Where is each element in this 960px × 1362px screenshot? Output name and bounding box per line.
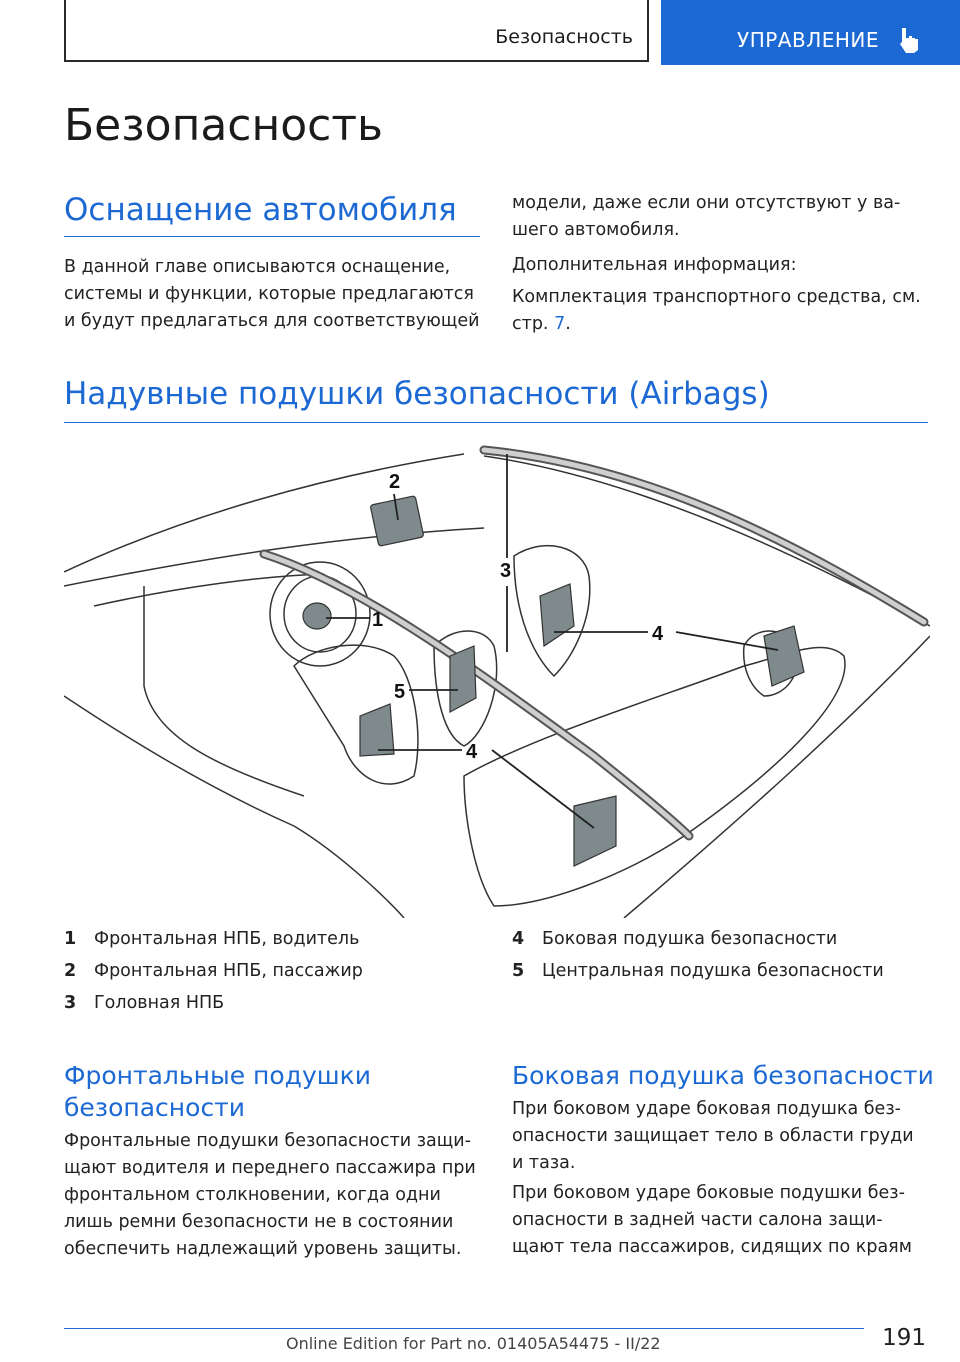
legend-text: Центральная подушка безопасности [542,961,884,981]
legend-text: Боковая подушка безопасности [542,929,838,949]
callout-line-4-upper-right [676,632,778,650]
text-line: и будут предлагаться для соответствующей [64,311,480,331]
legend-number: 4 [512,929,525,949]
airbag-center [450,646,476,712]
side-paragraph-2 [512,1180,952,1261]
airbags-illustration [64,436,930,918]
text-line: шего автомобиля. [512,220,680,240]
text-line: щают водителя и переднего пассажира при [64,1158,476,1178]
legend-item-1 [64,926,359,952]
chapter-tab[interactable] [661,0,960,65]
section-tab [64,0,649,62]
legend-item-5 [512,958,884,984]
pointing-hand-icon [897,26,921,54]
callout-line-4-lower-rear [492,750,594,828]
callout-label-4-upper: 4 [652,623,664,645]
door-sill-line [64,696,404,918]
frontal-paragraph [64,1128,504,1263]
footer-rule [64,1328,864,1329]
airbag-passenger-frontal [370,496,424,547]
text-line: В данной главе описываются оснащение, [64,257,451,277]
callout-label-2: 2 [389,471,401,493]
airbag-driver-frontal [303,603,331,629]
airbags-heading: Надувные подушки безопасности (Airbags) [64,376,770,412]
head-airbag-curtain-front [264,554,689,836]
text-line: обеспечить надлежащий уровень защиты. [64,1239,462,1259]
additional-info-label: Дополнительная информация: [512,255,797,275]
callout-label-5: 5 [394,681,406,703]
legend-number: 3 [64,993,77,1013]
legend-number: 2 [64,961,77,981]
airbags-heading-rule [64,422,928,423]
door-line [144,586,304,796]
edition-note: Online Edition for Part no. 01405A54475 - II/22 [286,1334,661,1353]
text-line: При боковом ударе боковая подушка без- [512,1099,901,1119]
text-line: и таза. [512,1153,576,1173]
text-line: Фронтальные подушки безопасности защи- [64,1131,471,1151]
text-line: системы и функции, которые предлагаются [64,284,474,304]
page-title: Безопасность [64,100,383,151]
dash-line [94,574,324,606]
ref-prefix: стр. [512,314,549,334]
callout-label-1: 1 [372,609,384,631]
ref-suffix: . [565,314,571,334]
side-heading: Боковая подушка безопасности [512,1061,934,1090]
legend-number: 1 [64,929,77,949]
legend-number: 5 [512,961,525,981]
text-line: модели, даже если они отсутствуют у ва- [512,193,901,213]
airbag-side-rear-left [574,796,616,866]
page-link[interactable]: 7 [554,314,566,334]
text-line: опасности защищает тело в области груди [512,1126,914,1146]
airbag-side-rear-right [764,626,804,686]
text-line: При боковом ударе боковые подушки без- [512,1183,905,1203]
text-line: Комплектация транспортного средства, см. [512,287,921,307]
legend-item-2 [64,958,363,984]
heading-line: безопасности [64,1093,245,1122]
chapter-label: УПРАВЛЕНИЕ [737,28,880,52]
head-airbag-curtain-front-inner [264,554,689,836]
equipment-heading-rule [64,236,480,237]
page-number: 191 [882,1325,926,1351]
legend-text: Головная НПБ [94,993,225,1013]
text-line: опасности в задней части салона защи- [512,1210,883,1230]
airbag-side-driver [360,704,394,756]
equipment-paragraph-col2 [512,190,942,244]
airbag-side-passenger [540,584,574,646]
text-line [512,311,942,338]
legend-text: Фронтальная НПБ, пассажир [94,961,363,981]
text-line: щают тела пассажиров, сидящих по краям [512,1237,912,1257]
section-tab-label: Безопасность [495,26,633,48]
callout-label-4-lower: 4 [466,741,478,763]
legend-text: Фронтальная НПБ, водитель [94,929,360,949]
text-line: фронтальном столкновении, когда одни [64,1185,441,1205]
equipment-paragraph-col1 [64,254,494,335]
side-paragraph-1 [512,1096,952,1177]
heading-line: Фронтальные подушки [64,1061,371,1090]
text-line: лишь ремни безопасности не в состоянии [64,1212,454,1232]
equipment-reference [512,284,942,338]
frontal-heading [64,1060,371,1124]
equipment-heading: Оснащение автомобиля [64,192,457,228]
callout-label-3: 3 [500,560,512,582]
legend-item-3 [64,990,224,1016]
legend-item-4 [512,926,837,952]
